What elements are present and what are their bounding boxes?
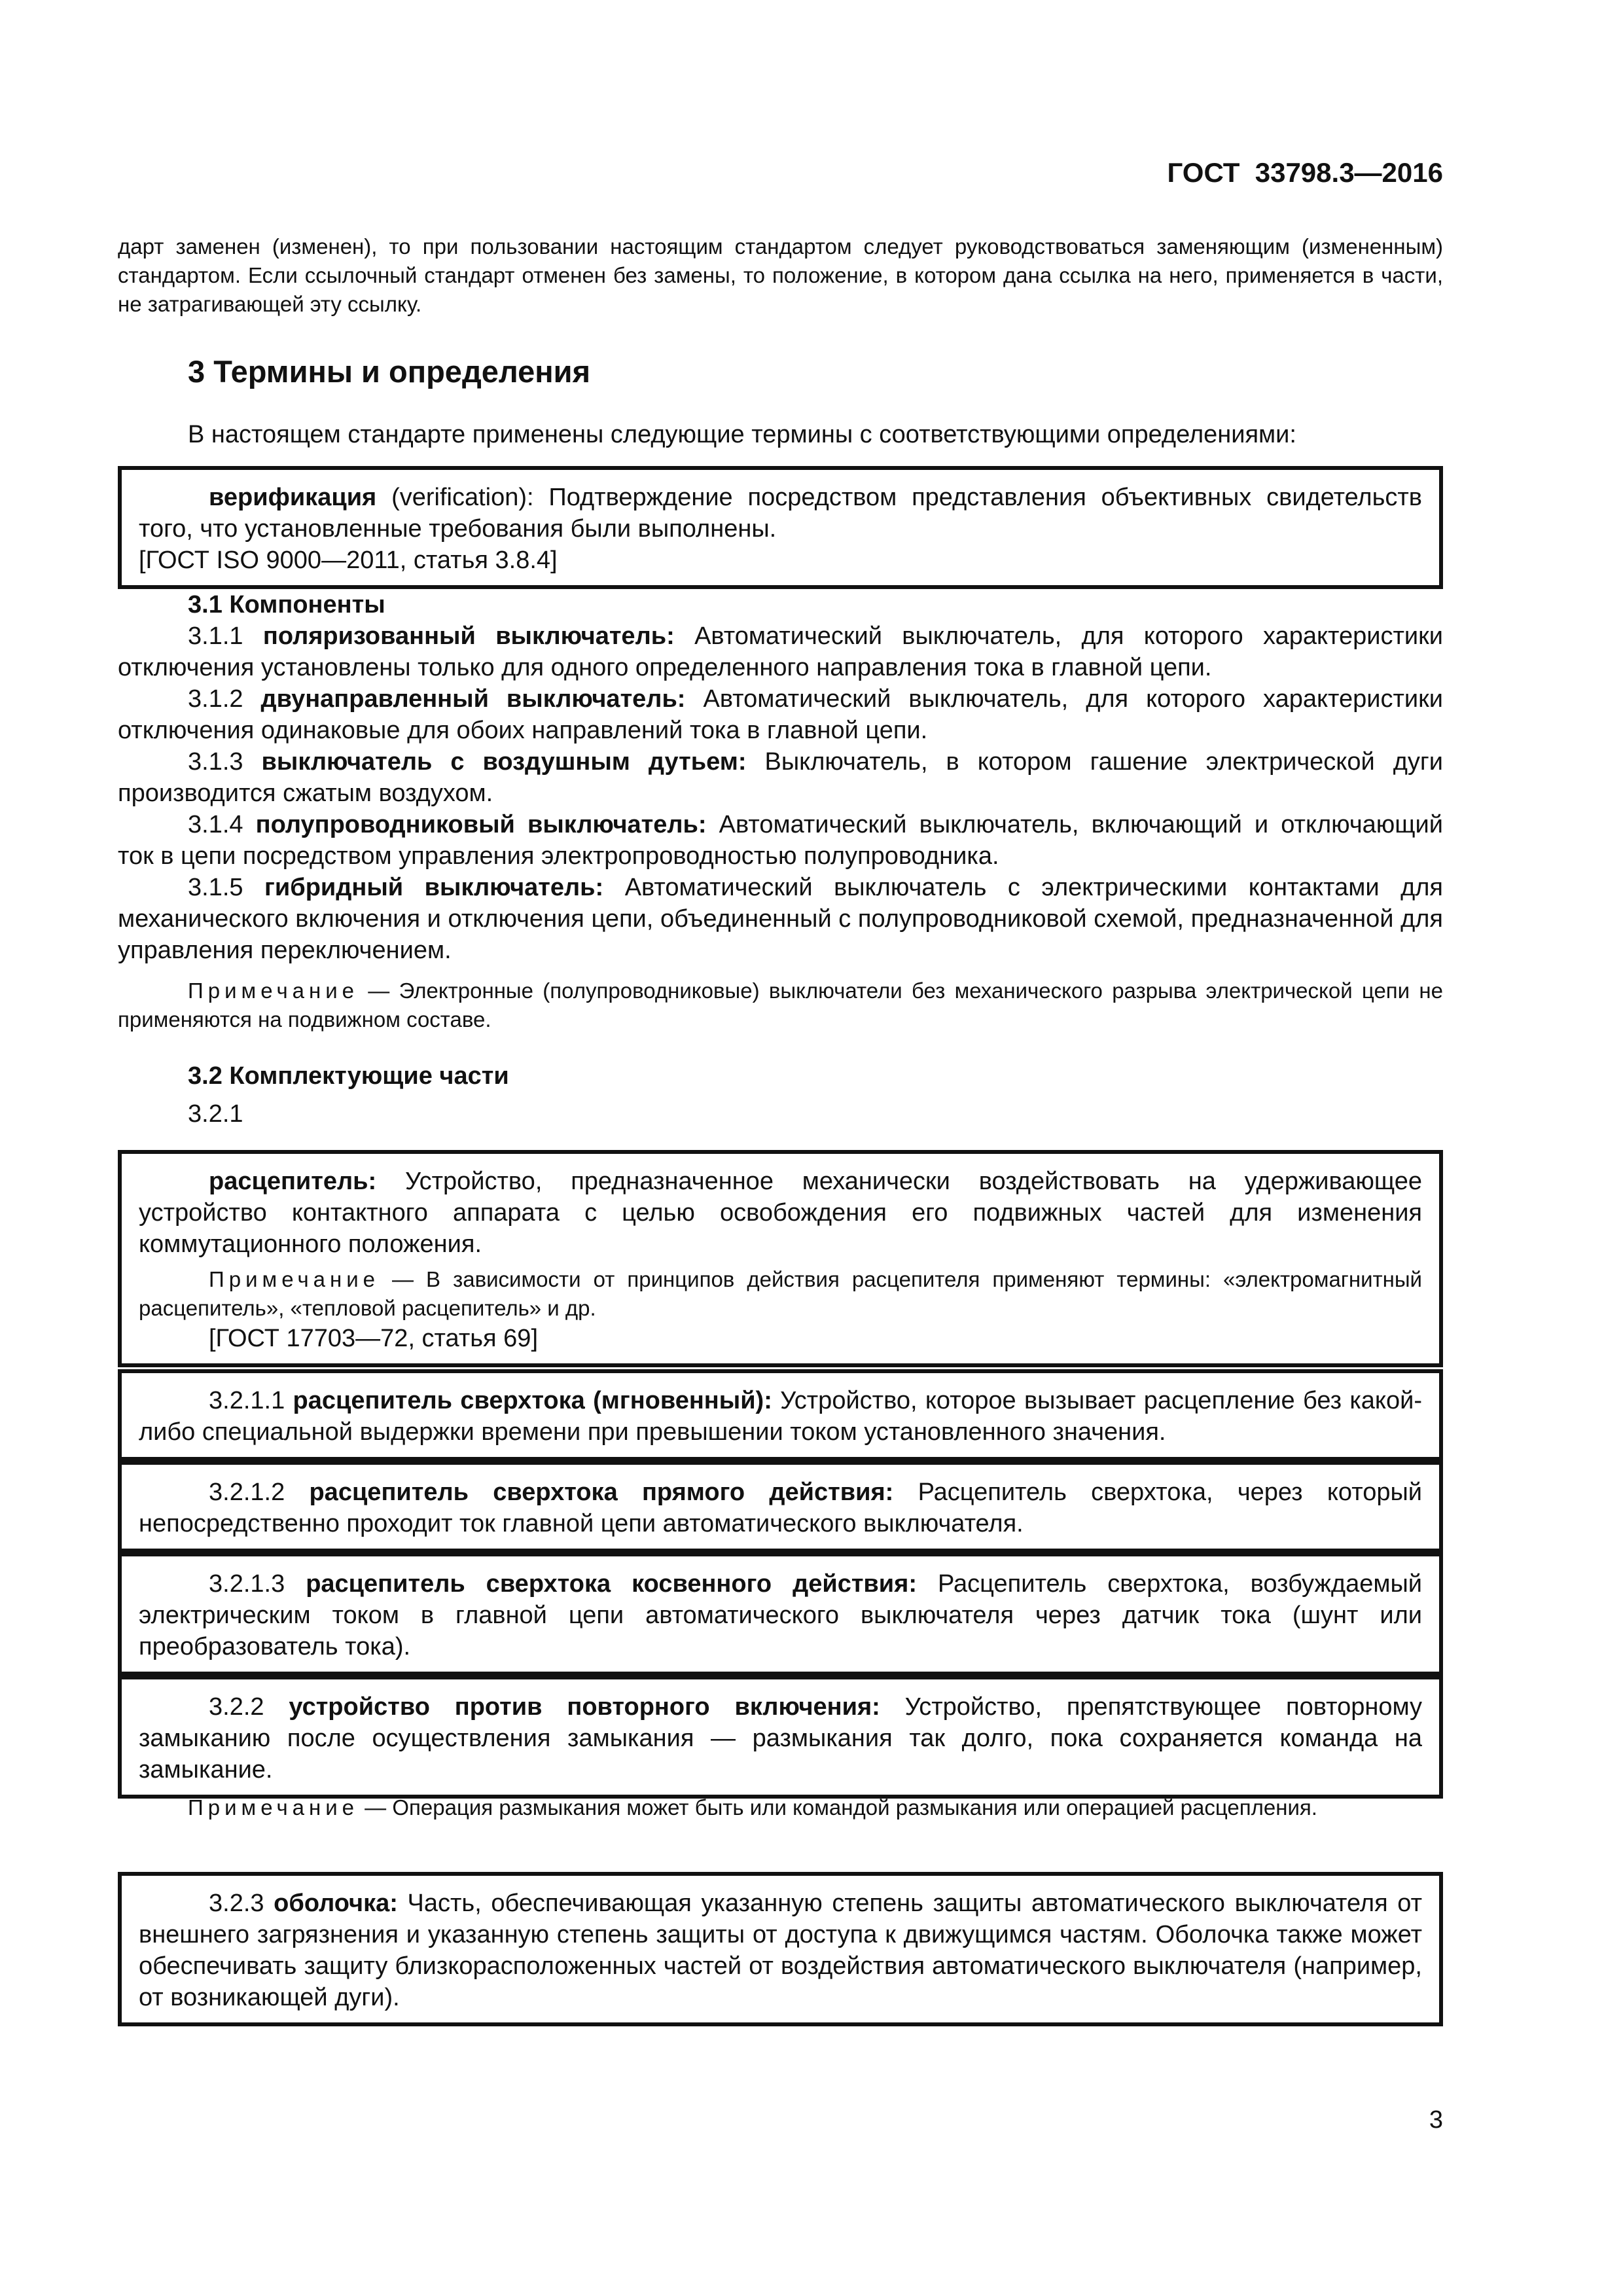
term-3-1-5: 3.1.5 гибридный выключатель: Автоматический выключатель с электрическими контактами для механического включения и отключения цепи, объединенный с полупроводниковой схемой, предназначенной для управления переключением.: [118, 874, 1443, 964]
reference-release: [ГОСТ 17703—72, статья 69]: [209, 1325, 538, 1352]
note-3-1: Примечание — Электронные (полупроводниковые) выключатели без механического разрыва электрической цепи не применяются на подвижном составе.: [118, 978, 1443, 1031]
term-3-1-3: 3.1.3 выключатель с воздушным дутьем: Выключатель, в котором гашение электрической дуги производится сжатым воздухом.: [118, 748, 1443, 807]
section-3-1: [118, 589, 1443, 1034]
section-3-2-1-number: 3.2.1: [188, 1100, 243, 1128]
intro-paragraph: дарт заменен (изменен), то при пользовании настоящим стандартом следует руководствоваться заменяющим (измененным) стандартом. Если ссылочный стандарт отменен без замены, то положение, в котором дана ссылка на него, применяется в части, не затрагивающей эту ссылку.: [118, 234, 1443, 316]
reference-verification: [ГОСТ ISO 9000—2011, статья 3.8.4]: [139, 547, 558, 574]
term-3-2-3: 3.2.3 оболочка: Часть, обеспечивающая указанную степень защиты автоматического выключателя от внешнего загрязнения и указанную степень защиты от доступа к движущимся частям. Оболочка также может обеспечивать защиту близкорасположенных частей от воздействия автоматического выключателя (например, от возникающей дуги).: [139, 1890, 1422, 2011]
section-3-2-title: 3.2 Комплектующие части: [188, 1062, 509, 1090]
term-3-1-4: 3.1.4 полупроводниковый выключатель: Автоматический выключатель, включающий и отключающий ток в цепи посредством управления электропроводностью полупроводника.: [118, 811, 1443, 870]
definition-box-release: [118, 1150, 1443, 1367]
definition-box-3-2-1-1: [118, 1369, 1443, 1461]
definition-box-3-2-3: [118, 1872, 1443, 2026]
section-3-1-title: 3.1 Компоненты: [188, 591, 385, 619]
definition-box-3-2-2: [118, 1676, 1443, 1799]
definition-box-3-2-1-3: [118, 1552, 1443, 1676]
section-3-title: 3 Термины и определения: [188, 354, 590, 389]
definition-verification: верификация (verification): Подтверждение посредством представления объективных свидетельств того, что установленные требования были выполнены.: [139, 484, 1422, 543]
section-3-2: [118, 1060, 1443, 1130]
definition-box-verification: [118, 466, 1443, 589]
definition-release: расцепитель: Устройство, предназначенное механически воздействовать на удерживающее устройство контактного аппарата с целью освобождения его подвижных частей для изменения коммутационного положения.: [139, 1168, 1422, 1258]
term-3-1-1: 3.1.1 поляризованный выключатель: Автоматический выключатель, для которого характеристики отключения установлены только для одного определенного направления тока в главной цепи.: [118, 622, 1444, 681]
term-verification: верификация: [209, 484, 377, 511]
document-code: ГОСТ 33798.3—2016: [1167, 157, 1443, 188]
note-release: Примечание — В зависимости от принципов действия расцепителя применяют термины: «электромагнитный расцепитель», «тепловой расцепитель» и др.: [139, 1267, 1422, 1320]
section-3-lead: В настоящем стандарте применены следующие термины с соответствующими определениями:: [188, 421, 1296, 448]
definition-box-3-2-1-2: [118, 1461, 1443, 1552]
term-3-2-1-1: 3.2.1.1 расцепитель сверхтока (мгновенный): Устройство, которое вызывает расцепление без какой-либо специальной выдержки времени при превышении током установленного значения.: [139, 1387, 1422, 1446]
term-3-2-1-2: 3.2.1.2 расцепитель сверхтока прямого действия: Расцепитель сверхтока, через который непосредственно проходит ток главной цепи автоматического выключателя.: [139, 1479, 1422, 1537]
term-3-1-2: 3.1.2 двунаправленный выключатель: Автоматический выключатель, для которого характеристики отключения одинаковые для обоих направлений тока в главной цепи.: [118, 685, 1443, 744]
note-3-2-2: Примечание — Операция размыкания может быть или командой размыкания или операцией расцепления.: [188, 1795, 1317, 1820]
term-3-2-2: 3.2.2 устройство против повторного включения: Устройство, препятствующее повторному замыканию после осуществления замыкания — размыкания так долго, пока сохраняется команда на замыкание.: [139, 1693, 1423, 1784]
term-3-2-1-3: 3.2.1.3 расцепитель сверхтока косвенного действия: Расцепитель сверхтока, возбуждаемый электрическим током в главной цепи автоматического выключателя через датчик тока (шунт или преобразователь тока).: [139, 1570, 1423, 1660]
page-number: 3: [1429, 2106, 1443, 2134]
